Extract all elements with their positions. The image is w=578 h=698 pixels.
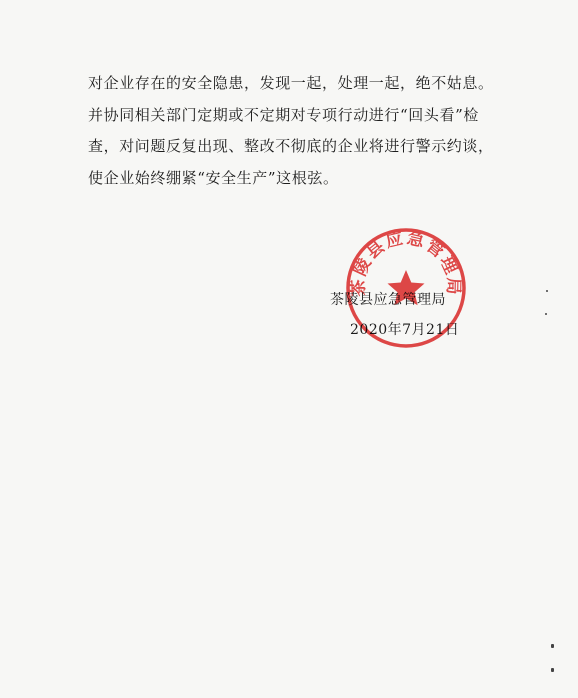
paragraph-line-4: 使企业始终绷紧“安全生产”这根弦。 [88,168,339,187]
scan-mark [551,644,554,648]
paragraph-line-1: 对企业存在的安全隐患，发现一起，处理一起，绝不姑息。 [88,74,494,92]
signature-organization: 茶陵县应急管理局 [330,292,446,308]
scan-mark [551,668,554,672]
scan-mark [546,290,548,292]
seal-star-icon [388,270,425,305]
paragraph-line-2: 并协同相关部门定期或不定期对专项行动进行“回头看”检 [88,105,479,124]
official-seal [344,226,468,350]
paragraph-line-3: 查，对问题反复出现、整改不彻底的企业将进行警示约谈， [88,137,494,155]
scan-mark [545,313,547,315]
svg-text:茶陵县应急管理局: 茶陵县应急管理局 [348,228,464,297]
body-paragraph [88,68,508,194]
signature-date: 2020年7月21日 [350,322,460,338]
